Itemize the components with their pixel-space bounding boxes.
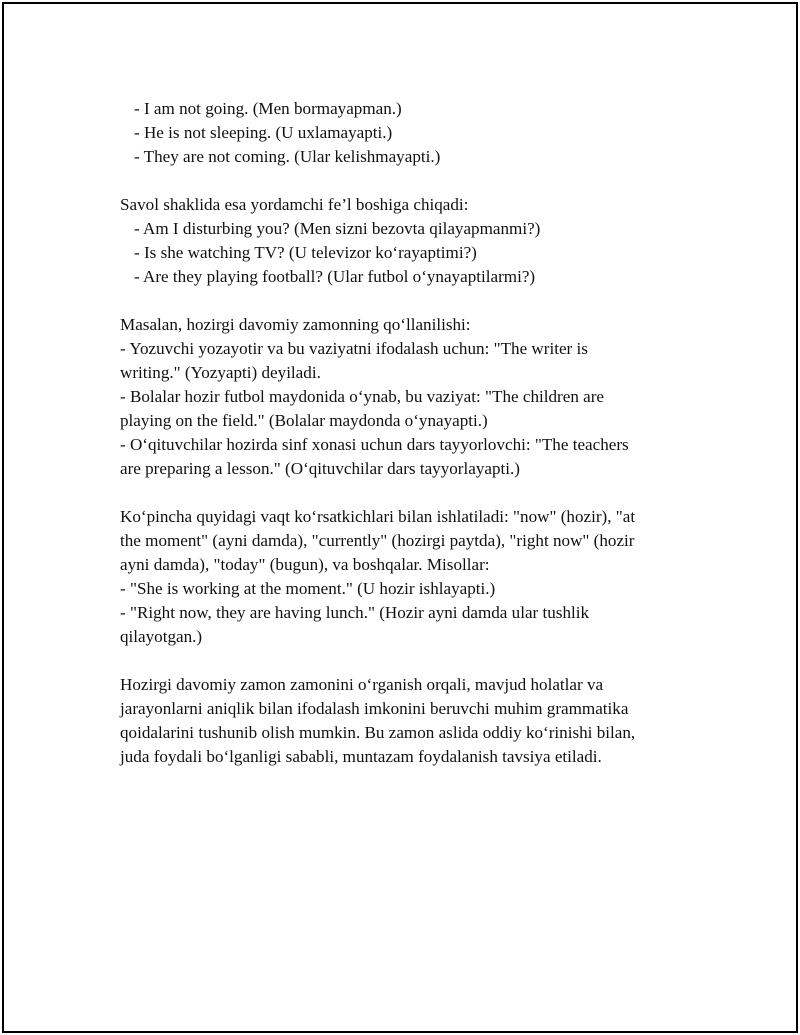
paragraph-usage-examples	[120, 313, 680, 481]
text-line: qoidalarini tushunib olish mumkin. Bu zamon aslida oddiy ko‘rinishi bilan,	[120, 723, 636, 742]
paragraph-conclusion	[120, 673, 680, 769]
text-line: are preparing a lesson." (O‘qituvchilar dars tayyorlayapti.)	[120, 459, 520, 478]
text-line: - Bolalar hozir futbol maydonida o‘ynab, bu vaziyat: "The children are	[120, 387, 605, 406]
text-line: Ko‘pincha quyidagi vaqt ko‘rsatkichlari bilan ishlatiladi: "now" (hozir), "at	[120, 507, 636, 526]
text-line: qilayotgan.)	[120, 627, 203, 646]
example-line: - Is she watching TV? (U televizor ko‘rayaptimi?)	[134, 243, 477, 262]
example-line: - Are they playing football? (Ular futbol o‘ynayaptilarmi?)	[134, 267, 536, 286]
paragraph-negative-examples	[120, 97, 680, 169]
example-line: - I am not going. (Men bormayapman.)	[134, 99, 402, 118]
document-page	[2, 2, 798, 1033]
text-line: - "She is working at the moment." (U hozir ishlayapti.)	[120, 579, 496, 598]
example-line: - They are not coming. (Ular kelishmayapti.)	[134, 147, 441, 166]
text-line: ayni damda), "today" (bugun), va boshqalar. Misollar:	[120, 555, 490, 574]
text-line: juda foydali bo‘lganligi sababli, muntazam foydalanish tavsiya etiladi.	[120, 747, 602, 766]
text-line: jarayonlarni aniqlik bilan ifodalash imkonini beruvchi muhim grammatika	[120, 699, 629, 718]
document-body	[120, 97, 680, 769]
text-line: - "Right now, they are having lunch." (Hozir ayni damda ular tushlik	[120, 603, 590, 622]
text-line: Savol shaklida esa yordamchi fe’l boshiga chiqadi:	[120, 195, 469, 214]
paragraph-time-markers	[120, 505, 680, 649]
text-line: playing on the field." (Bolalar maydonda o‘ynayapti.)	[120, 411, 488, 430]
text-line: - Yozuvchi yozayotir va bu vaziyatni ifodalash uchun: "The writer is	[120, 339, 588, 358]
text-line: Hozirgi davomiy zamon zamonini o‘rganish orqali, mavjud holatlar va	[120, 675, 604, 694]
paragraph-question-form	[120, 193, 680, 289]
text-line: - O‘qituvchilar hozirda sinf xonasi uchun dars tayyorlovchi: "The teachers	[120, 435, 629, 454]
text-line: Masalan, hozirgi davomiy zamonning qo‘llanilishi:	[120, 315, 471, 334]
text-line: writing." (Yozyapti) deyiladi.	[120, 363, 321, 382]
example-line: - Am I disturbing you? (Men sizni bezovta qilayapmanmi?)	[134, 219, 541, 238]
text-line: the moment" (ayni damda), "currently" (hozirgi paytda), "right now" (hozir	[120, 531, 635, 550]
example-line: - He is not sleeping. (U uxlamayapti.)	[134, 123, 393, 142]
